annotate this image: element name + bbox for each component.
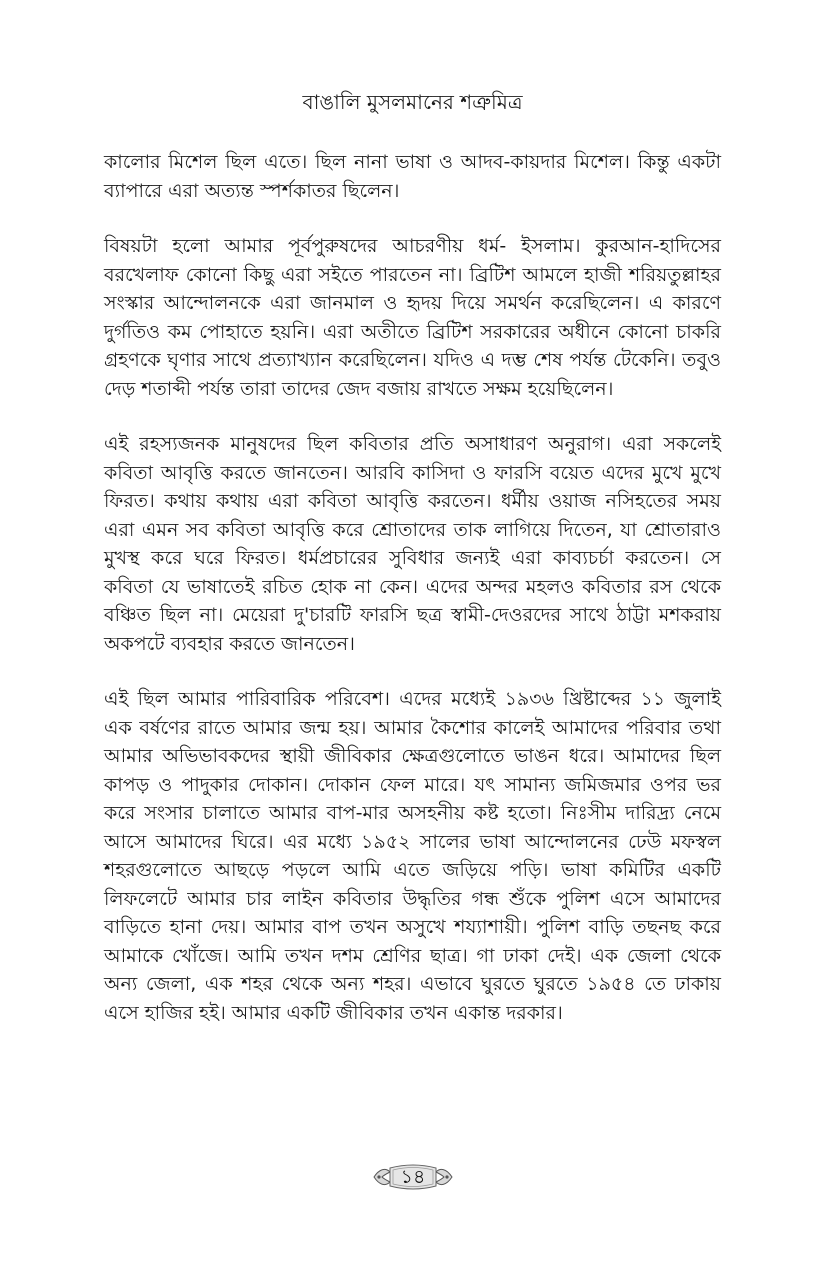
paragraph: কালোর মিশেল ছিল এতে। ছিল নানা ভাষা ও আদব-কায়দার মিশেল। কিন্তু একটা ব্যাপারে এরা অত্যন্ত স্পর্শকাতর ছিলেন।: [104, 151, 721, 202]
page-number-folio: [372, 1162, 454, 1192]
running-head: বাঙালি মুসলমানের শত্রুমিত্র: [302, 90, 523, 114]
paragraph: এই রহস্যজনক মানুষদের ছিল কবিতার প্রতি অসাধারণ অনুরাগ। এরা সকলেই কবিতা আবৃত্তি করতে জানতেন। আরবি কাসিদা ও ফারসি বয়েত এদের মুখে মুখে ফিরত। কথায় কথায় এরা কবিতা আবৃত্তি করতেন। ধর্মীয় ওয়াজ নসিহতের সময় এরা এমন সব কবিতা আবৃত্তি করে শ্রোতাদের তাক লাগিয়ে দিতেন, যা শ্রোতারাও মুখস্থ করে ঘরে ফিরত। ধর্মপ্রচারের সুবিধার জন্যই এরা কাব্যচর্চা করতেন। সে কবিতা যে ভাষাতেই রচিত হোক না কেন। এদের অন্দর মহলও কবিতার রস থেকে বঞ্চিত ছিল না। মেয়েরা দু'চারটি ফারসি ছত্র স্বামী-দেওরদের সাথে ঠাট্টা মশকরায় অকপটে ব্যবহার করতে জানতেন।: [104, 433, 721, 655]
page-number: ১৪: [400, 1166, 426, 1188]
paragraph: এই ছিল আমার পারিবারিক পরিবেশ। এদের মধ্যেই ১৯৩৬ খ্রিষ্টাব্দের ১১ জুলাই এক বর্ষণের রাতে আমার জন্ম হয়। আমার কৈশোর কালেই আমাদের পরিবার তথা আমার অভিভাবকদের স্থায়ী জীবিকার ক্ষেত্রগুলোতে ভাঙন ধরে। আমাদের ছিল কাপড় ও পাদুকার দোকান। দোকান ফেল মারে। যৎ সামান্য জমিজমার ওপর ভর করে সংসার চালাতে আমার বাপ-মার অসহনীয় কষ্ট হতো। নিঃসীম দারিদ্র্য নেমে আসে আমাদের ঘিরে। এর মধ্যে ১৯৫২ সালের ভাষা আন্দোলনের ঢেউ মফস্বল শহরগুলোতে আছড়ে পড়লে আমি এতে জড়িয়ে পড়ি। ভাষা কমিটির একটি লিফলেটে আমার চার লাইন কবিতার উদ্ধৃতির গন্ধ শুঁকে পুলিশ এসে আমাদের বাড়িতে হানা দেয়। আমার বাপ তখন অসুখে শয্যাশায়ী। পুলিশ বাড়ি তছনছ করে আমাকে খোঁজে। আমি তখন দশম শ্রেণির ছাত্র। গা ঢাকা দেই। এক জেলা থেকে অন্য জেলা, এক শহর থেকে অন্য শহর। এভাবে ঘুরতে ঘুরতে ১৯৫৪ তে ঢাকায় এসে হাজির হই। আমার একটি জীবিকার তখন একান্ত দরকার।: [104, 688, 721, 1024]
body-text: [104, 148, 721, 1054]
paragraph: বিষয়টা হলো আমার পূর্বপুরুষদের আচরণীয় ধর্ম- ইসলাম। কুরআন-হাদিসের বরখেলাফ কোনো কিছু এরা সইতে পারতেন না। ব্রিটিশ আমলে হাজী শরিয়তুল্লাহর সংস্কার আন্দোলনকে এরা জানমাল ও হৃদয় দিয়ে সমর্থন করেছিলেন। এ কারণে দুর্গতিও কম পোহাতে হয়নি। এরা অতীতে ব্রিটিশ সরকারের অধীনে কোনো চাকরি গ্রহণকে ঘৃণার সাথে প্রত্যাখ্যান করেছিলেন। যদিও এ দম্ভ শেষ পর্যন্ত টেকেনি। তবুও দেড় শতাব্দী পর্যন্ত তারা তাদের জেদ বজায় রাখতে সক্ষম হয়েছিলেন।: [104, 235, 721, 400]
